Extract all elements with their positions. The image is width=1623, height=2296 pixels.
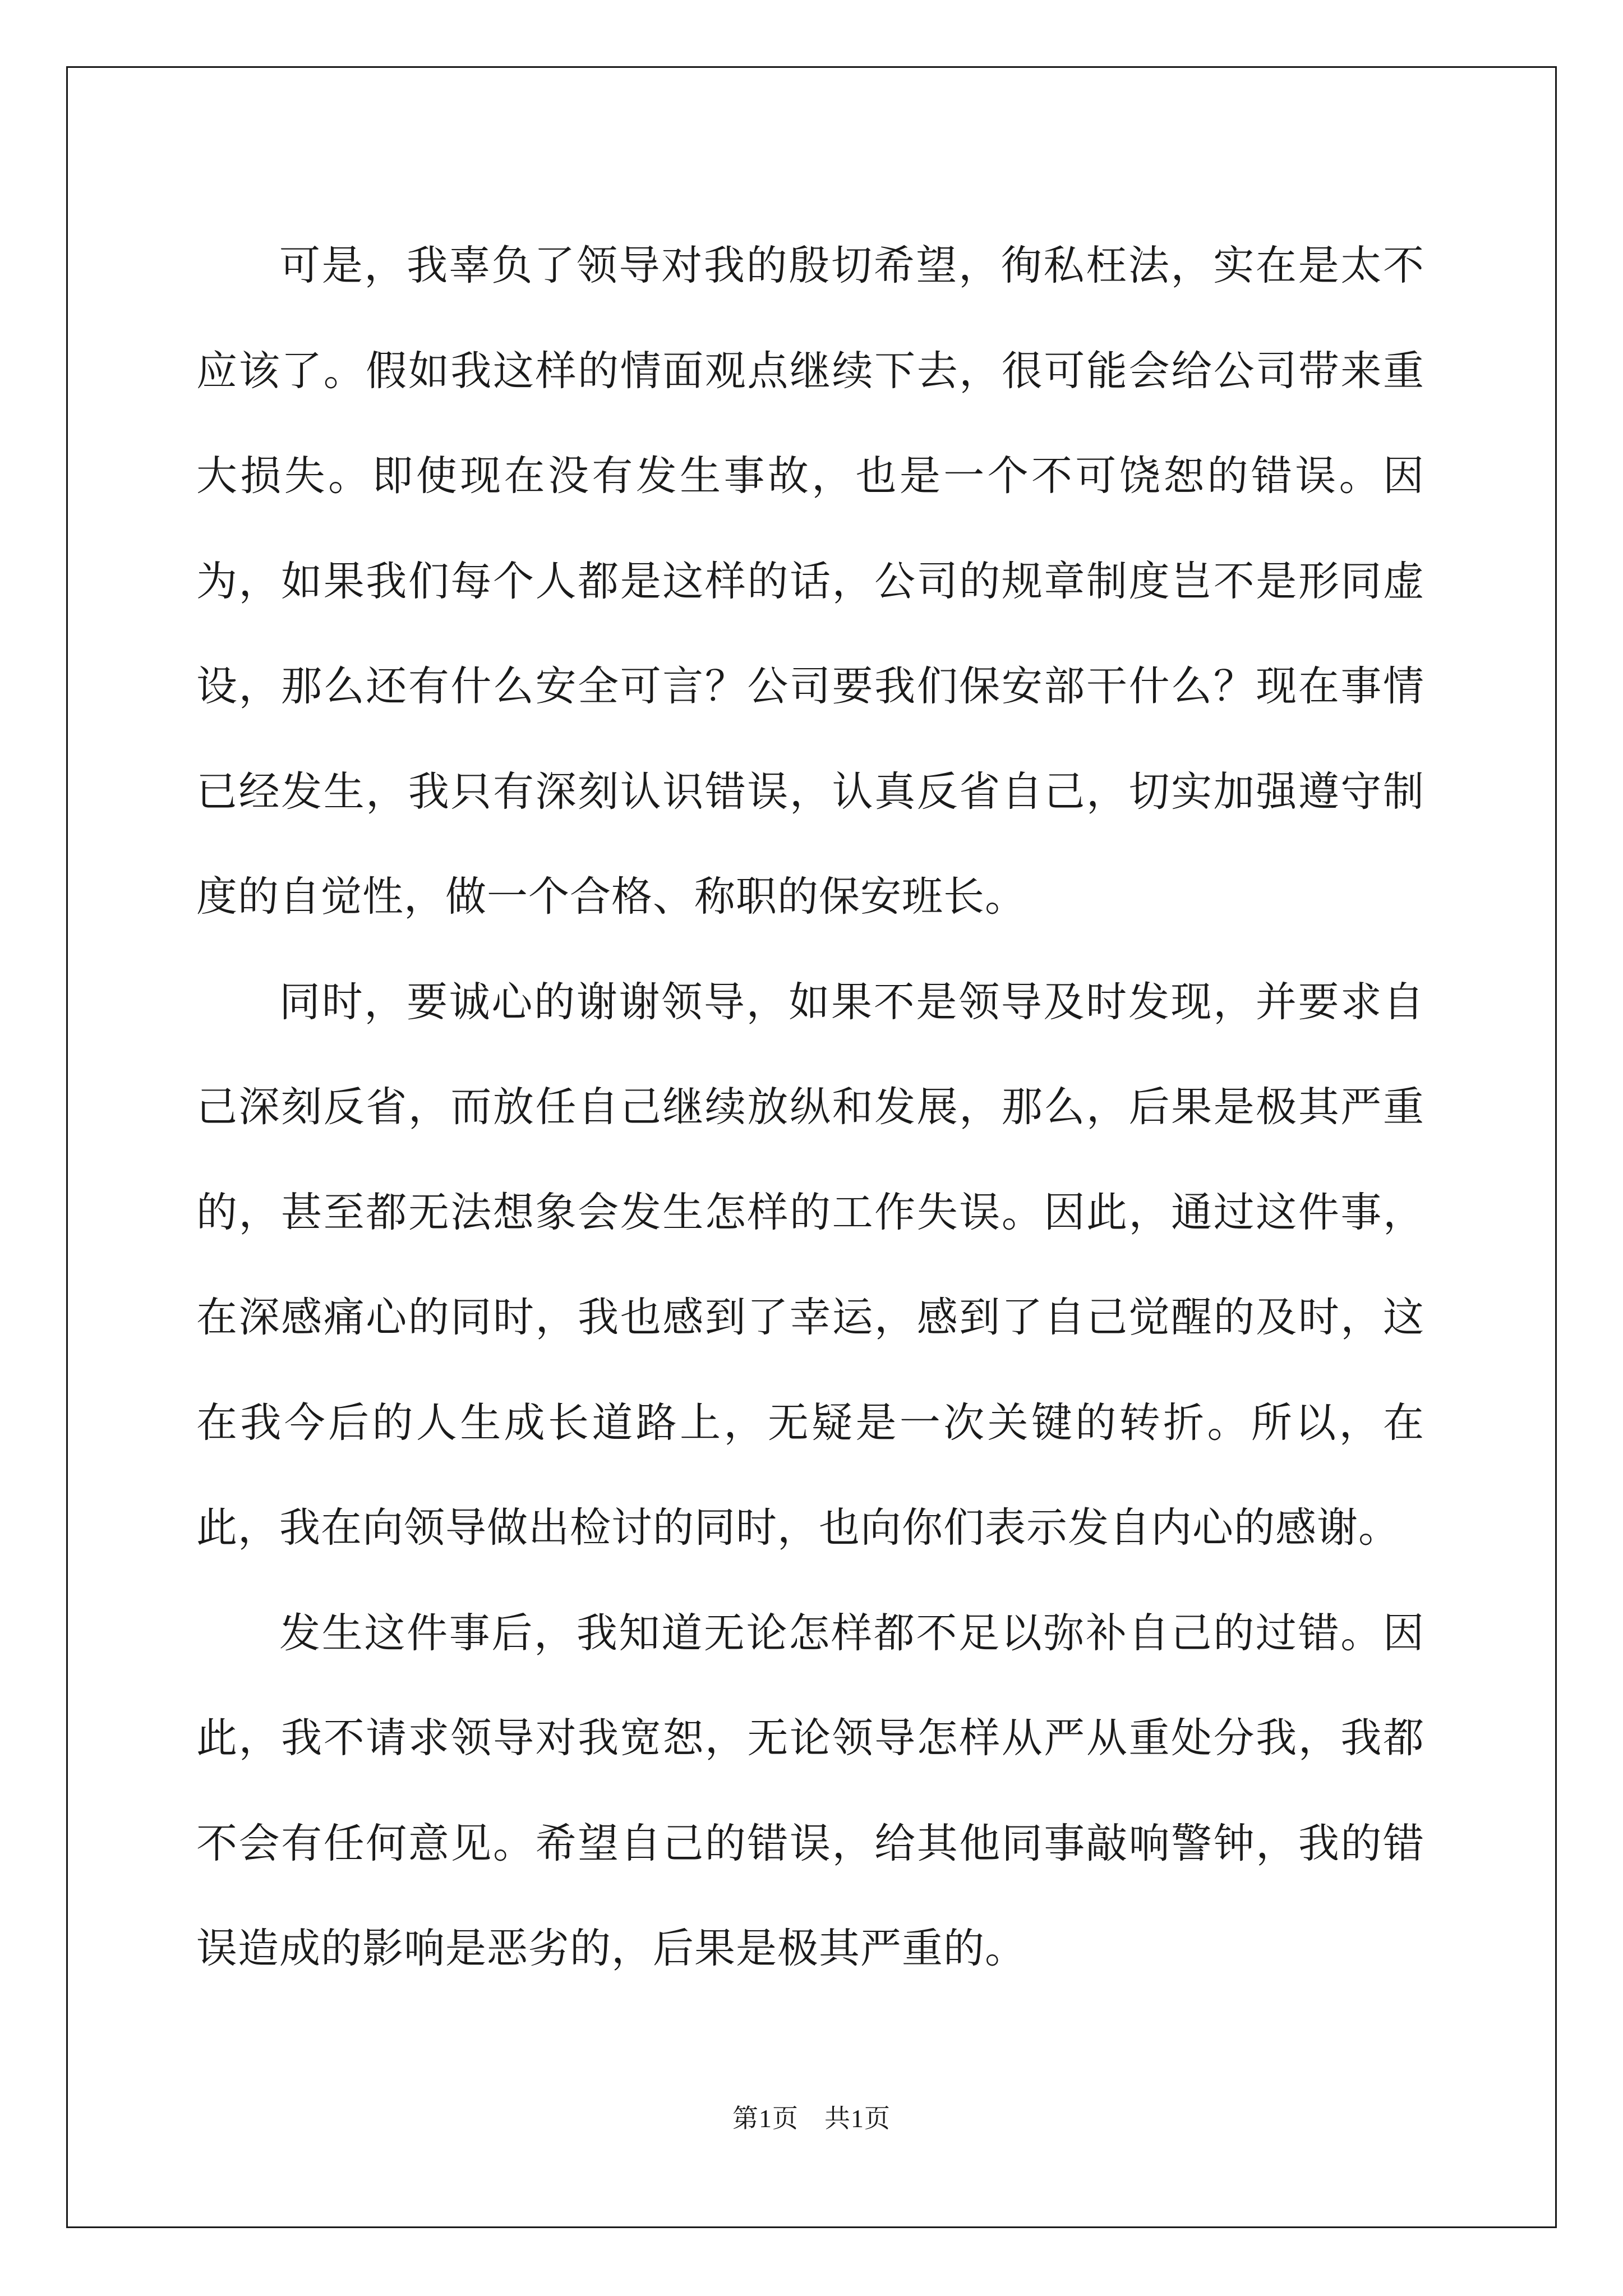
page-number: 第1页 [732,2104,799,2133]
paragraph-3: 发生这件事后，我知道无论怎样都不足以弥补自己的过错。因此，我不请求领导对我宽恕，无论领导怎样从严从重处分我，我都不会有任何意见。希望自己的错误，给其他同事敲响警钟，我的错误造成的影响是恶劣的，后果是极其严重的。 [196,1609,1424,1972]
page-total: 共1页 [824,2104,891,2133]
paragraph-1: 可是，我辜负了领导对我的殷切希望，徇私枉法，实在是太不应该了。假如我这样的情面观点继续下去，很可能会给公司带来重大损失。即使现在没有发生事故，也是一个不可饶恕的错误。因为，如果我们每个人都是这样的话，公司的规章制度岂不是形同虚设，那么还有什么安全可言？公司要我们保安部干什么？现在事情已经发生，我只有深刻认识错误，认真反省自己，切实加强遵守制度的自觉性，做一个合格、称职的保安班长。 [196,242,1424,921]
paragraph-2: 同时，要诚心的谢谢领导，如果不是领导及时发现，并要求自己深刻反省，而放任自己继续放纵和发展，那么，后果是极其严重的，甚至都无法想象会发生怎样的工作失误。因此，通过这件事，在深感痛心的同时，我也感到了幸运，感到了自己觉醒的及时，这在我今后的人生成长道路上，无疑是一次关键的转折。所以，在此，我在向领导做出检讨的同时，也向你们表示发自内心的感谢。 [196,978,1424,1552]
document-body [196,213,1424,2001]
page-footer [0,2098,1623,2135]
